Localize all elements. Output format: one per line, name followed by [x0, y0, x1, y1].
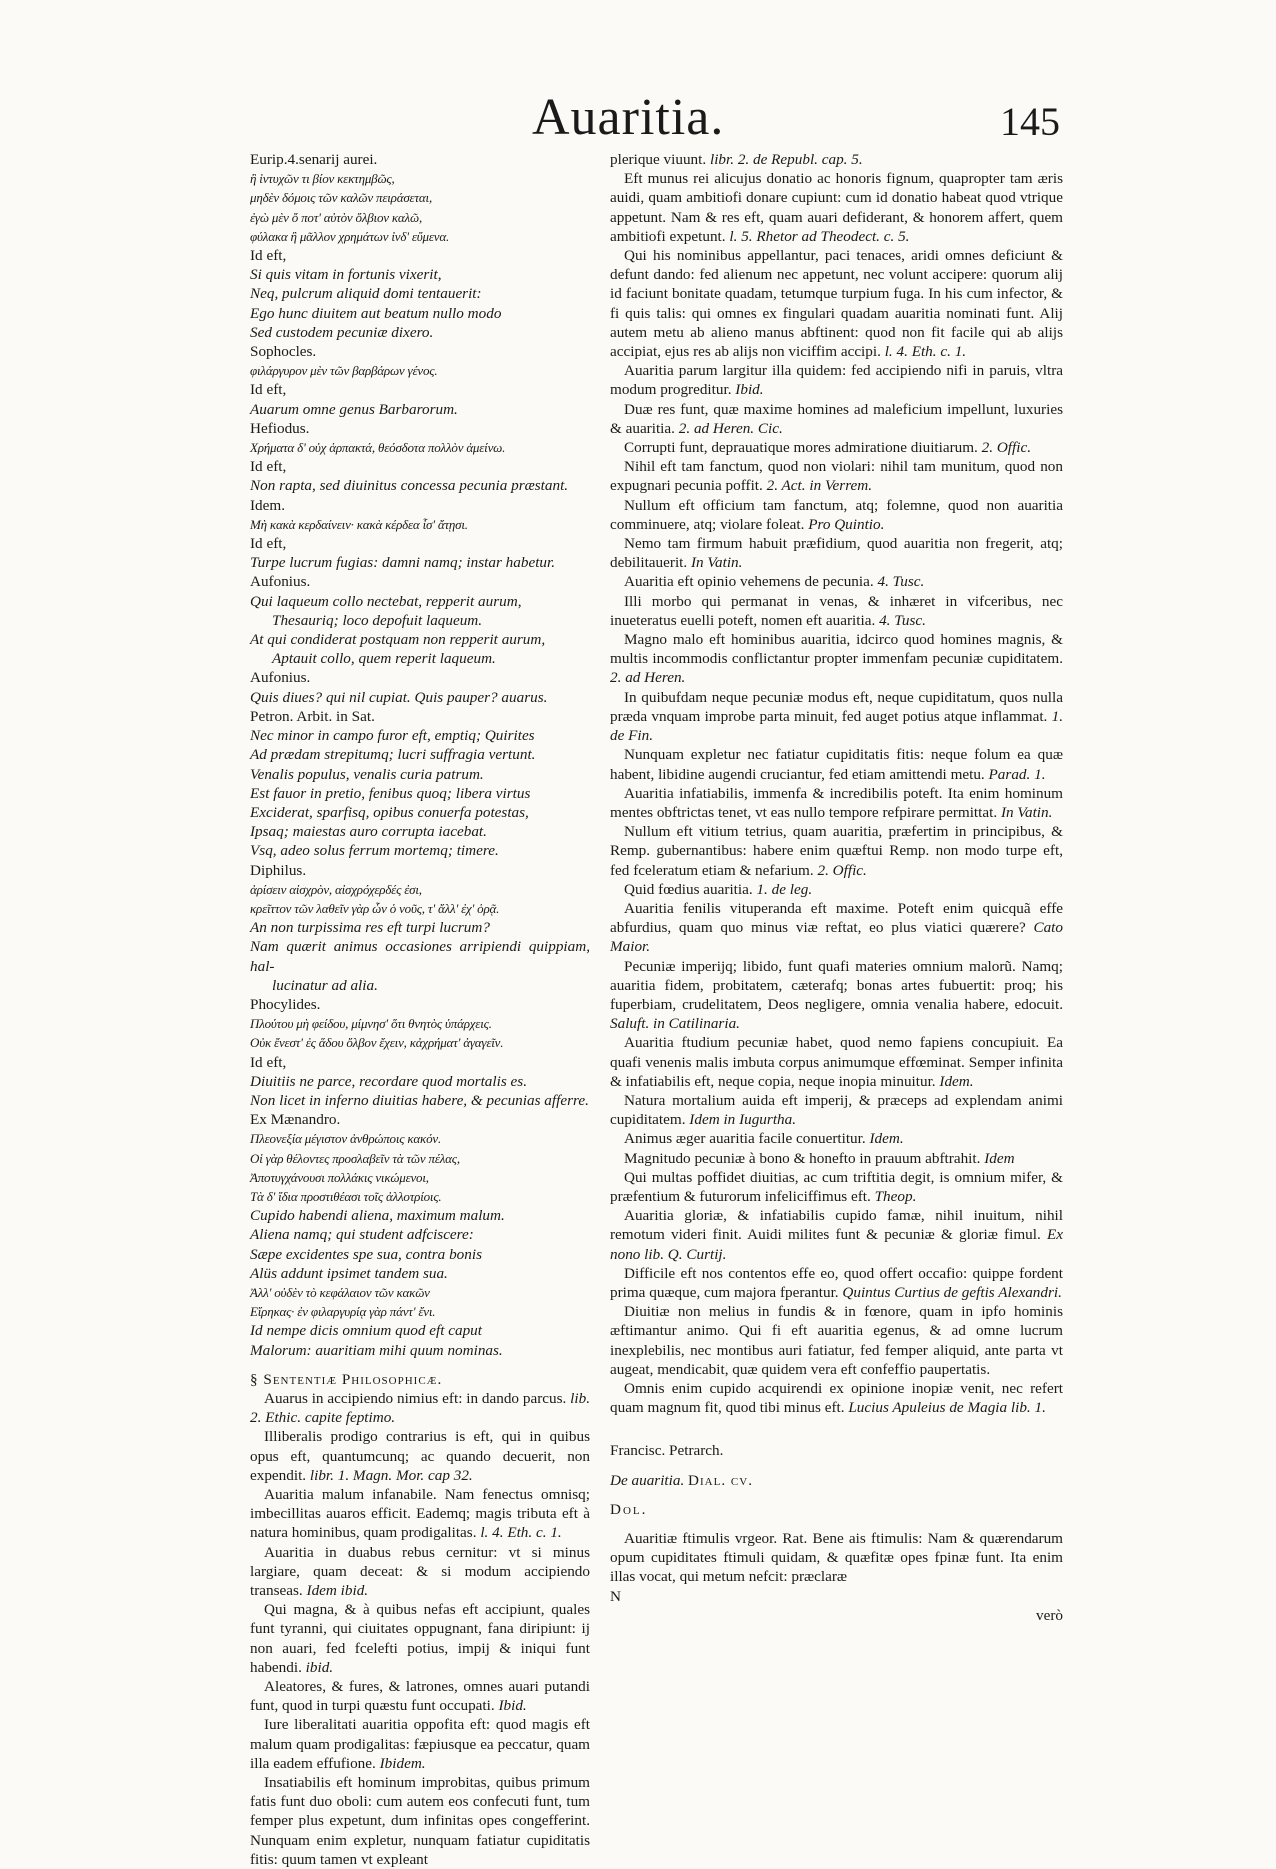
citation: Pro Quintio. — [808, 515, 885, 533]
paragraph: Omnis enim cupido acquirendi ex opinione inopiæ venit, nec refert quam magnum fit, quod tibi minus eft. Lucius Apuleius de Magia lib. 1. — [610, 1380, 1063, 1417]
id-est: Id eft, — [250, 247, 287, 265]
paragraph: Natura mortalium auida eft imperij, & præceps ad explendam animi cupiditatem. Idem in Iugurtha. — [610, 1091, 1063, 1129]
paragraph: Animus æger auaritia facile conuertitur. Idem. — [624, 1130, 904, 1148]
citation: Cato Maior. — [610, 919, 1063, 956]
paragraph: Quid fœdius auaritia. 1. de leg. — [624, 880, 813, 898]
citation: l. 4. Eth. c. 1. — [884, 343, 967, 361]
greek-verse: ἢ ἰντυχῶν τι βίον κεκτημβῶς, — [250, 171, 395, 187]
greek-verse: μηδὲν δόμοις τῶν καλῶν πειράσεται, — [250, 190, 432, 206]
latin-verse: An non turpissima res eft turpi lucrum? — [250, 919, 490, 937]
latin-verse: Malorum: auaritiam mihi quum nominas. — [250, 1341, 503, 1359]
source-heading: Idem. — [250, 496, 286, 514]
right-column — [610, 150, 1063, 1625]
catchword: verò — [1036, 1606, 1063, 1624]
running-title: Auaritia. — [532, 89, 725, 146]
citation: Idem in Iugurtha. — [689, 1111, 797, 1129]
greek-verse: ἀρίσειν αἰσχρὸν, αἰσχρόχερδές ἐσι, — [250, 881, 422, 897]
source-heading: Eurip.4.senarij aurei. — [250, 151, 378, 168]
paragraph: Nemo tam firmum habuit præfidium, quod auaritia non fregerit, atq; debilitauerit. In Vatin. — [610, 535, 1063, 572]
latin-verse: Exciderat, sparfisq, opibus conuerfa potestas, — [250, 803, 529, 821]
citation: 2. Offic. — [981, 439, 1032, 457]
paragraph: In quibufdam neque pecuniæ modus eft, neque cupiditatum, quos nulla præda vnquam improbe parta minuit, fed auget potius atque inflammat. 1. de Fin. — [610, 688, 1064, 745]
latin-verse: Nec minor in campo furor eft, emptiq; Quirites — [250, 727, 535, 745]
source-heading: Hefiodus. — [250, 419, 310, 437]
greek-verse: Πλεονεξία μέγιστον ἀνθρώποις κακόν. — [250, 1131, 442, 1147]
id-est: Id eft, — [250, 458, 287, 476]
latin-verse: Venalis populus, venalis curia patrum. — [250, 765, 484, 783]
paragraph: Illiberalis prodigo contrarius is eft, qui in quibus opus eft, quantumcunq; ac quando decuerit, non expendit. libr. 1. Magn. Mor. cap 32. — [250, 1428, 590, 1484]
latin-verse: Turpe lucrum fugias: damni namq; instar habetur. — [250, 554, 556, 572]
paragraph: Auaritia parum largitur illa quidem: fed accipiendo nifi in paruis, vltra modum progreditur. Ibid. — [610, 362, 1063, 399]
citation: 4. Tusc. — [879, 611, 926, 629]
source-heading: Phocylides. — [250, 995, 321, 1013]
paragraph: Diuitiæ non melius in fundis & in fœnore, quam in ipfo hominis æftimantur animo. Qui fi eft auaritia egenus, & ad omne lucrum inexplebilis, nec montibus auri fatiatur, fed femper aliquid, ante parta vt augeat, mendicabit, quæ quidem vera eft confeffio paupertatis. — [610, 1303, 1063, 1378]
source-heading: Diphilus. — [250, 861, 307, 879]
citation: Quintus Curtius de geftis Alexandri. — [842, 1283, 1062, 1301]
citation: 2. Act. in Verrem. — [766, 477, 873, 495]
citation: l. 4. Eth. c. 1. — [480, 1524, 562, 1542]
paragraph: Auaritiæ ftimulis vrgeor. Rat. Bene ais ftimulis: Nam & quærendarum opum cupiditates ftimuli quidam, & quæfitæ opes fpinæ funt. Ita enim illas vocat, qui metum nefcit: præclaræ — [610, 1530, 1063, 1586]
id-est: Id eft, — [250, 535, 287, 553]
paragraph: Auaritia fenilis vituperanda eft maxime. Poteft enim quicquã effe abfurdius, quam quo minus viæ reftat, eo plus viatici quærere? Cato Maior. — [610, 899, 1063, 956]
latin-verse: Auarum omne genus Barbarorum. — [250, 400, 458, 418]
paragraph: Difficile eft nos contentos effe eo, quod offert occafio: quippe fordent prima quæque, cum majora fperantur. Quintus Curtius de geftis Alexandri. — [610, 1264, 1063, 1301]
latin-verse: Thesauriq; loco depofuit laqueum. — [272, 611, 483, 629]
source-heading: Aufonius. — [250, 573, 311, 591]
citation: 4. Tusc. — [877, 573, 925, 591]
author-heading: Francisc. Petrarch. — [610, 1442, 724, 1460]
greek-verse: Εἴρηκας· ἐν φιλαργυρίᾳ γὰρ πάντ' ἔνι. — [250, 1304, 436, 1320]
citation: Ibidem. — [379, 1754, 426, 1772]
source-heading: Sophocles. — [250, 343, 317, 361]
latin-verse: Alüs addunt ipsimet tandem sua. — [250, 1264, 448, 1282]
latin-verse: Cupido habendi aliena, maximum malum. — [250, 1207, 505, 1225]
citation: In Vatin. — [1000, 803, 1053, 821]
paragraph: Nullum eft vitium tetrius, quam auaritia, præfertim in principibus, & Remp. gubernantibus: habere enim quæftui Remp. non modo turpe eft, fed fceleratum etiam & nefarium. 2. Offic. — [610, 823, 1063, 879]
paragraph: Qui multas poffidet diuitias, ac cum triftitia degit, is omnium mifer, & præfentium & futurorum infeliciffimus eft. Theop. — [610, 1168, 1063, 1205]
paragraph: Pecuniæ imperijq; libido, funt quafi materies omnium malorũ. Namq; auaritia fidem, probitatem, cæterafq; bonas artes fubuertit: proq; his fuperbiam, crudelitatem, Deos negligere, omnia venalia habere, edocuit. Saluft. in Catilinaria. — [610, 957, 1063, 1033]
page-number: 145 — [1000, 99, 1060, 144]
latin-verse: Ego hunc diuitem aut beatum nullo modo — [250, 304, 502, 322]
paragraph: Nihil eft tam fanctum, quod non violari: nihil tam munitum, quod non expugnari pecunia poffit. 2. Act. in Verrem. — [610, 458, 1063, 495]
paragraph: Iure liberalitati auaritia oppofita eft: quod magis eft malum quam prodigalitas: fæpiusque ea peccatur, quam illa eadem effufione. Ibidem. — [250, 1716, 590, 1772]
latin-verse: Diuitiis ne parce, recordare quod mortalis es. — [250, 1072, 527, 1090]
citation: l. 5. Rhetor ad Theodect. c. 5. — [729, 227, 910, 245]
greek-verse: Τὰ δ' ἴδια προστιθέασι τοῖς ἀλλοτρίοις. — [250, 1188, 442, 1204]
paragraph: Auaritia in duabus rebus cernitur: vt si minus largiare, quam deceat: & si modum accipiendo transeas. Idem ibid. — [250, 1543, 590, 1600]
paragraph: Qui magna, & à quibus nefas eft accipiunt, quales funt tyranni, qui ciuitates oppugnant, fana diripiunt: ij non auari, fed fcelefti potius, impij & iniqui funt habendi. ibid. — [250, 1601, 590, 1676]
greek-verse: Μὴ κακὰ κερδαίνειν· κακὰ κέρδεα ἶσ' ἄτῃσι. — [250, 516, 468, 532]
source-heading: Ex Mænandro. — [250, 1111, 341, 1129]
id-est: Id eft, — [250, 1053, 287, 1071]
paragraph: Auaritia ftudium pecuniæ habet, quod nemo fapiens concupiuit. Ea quafi venenis malis imbuta corpus animumque effœminat. Semper infinita & infatiabilis eft, neque copia, neque inopia minuitur. Idem. — [610, 1034, 1063, 1090]
paragraph: Auaritia infatiabilis, immenfa & incredibilis poteft. Ita enim hominum mentes obftrictas tenet, vt eas nullo tempore refpirare permittat. In Vatin. — [610, 784, 1063, 821]
greek-verse: φιλάργυρον μὲν τῶν βαρβάρων γένος. — [250, 363, 438, 379]
section-heading: § Sententiæ Philosophicæ. — [250, 1370, 443, 1388]
latin-verse: Nam quærit animus occasiones arripiendi quippiam, hal- — [250, 938, 590, 975]
citation: Idem ibid. — [306, 1582, 369, 1600]
citation: Idem — [984, 1149, 1015, 1167]
greek-verse: κρεῖττον τῶν λαθεῖν γὰρ ὧν ὁ νοῦς, τ' ἄλλ' ἐχ' ὁρᾷ. — [250, 900, 500, 916]
latin-verse: Id nempe dicis omnium quod eft caput — [250, 1322, 482, 1340]
citation: Theop. — [874, 1187, 917, 1205]
source-heading: Petron. Arbit. in Sat. — [250, 707, 375, 725]
latin-verse: Sed custodem pecuniæ dixero. — [250, 323, 434, 341]
latin-verse: Aliena namq; qui student adfciscere: — [250, 1226, 474, 1244]
greek-verse: Ἀλλ' οὐδὲν τὸ κεφάλαιον τῶν κακῶν — [250, 1284, 430, 1300]
citation: Saluft. in Catilinaria. — [610, 1015, 740, 1033]
latin-verse: At qui condiderat postquam non repperit aurum, — [250, 631, 546, 649]
paragraph: Insatiabilis eft hominum improbitas, quibus primum fatis funt duo oboli: cum autem eos confecuti funt, tum femper plus expetunt, dum infinitas opes congefferint. Nunquam enim expletur, nunquam fatiatur cupiditatis fitis: quum tamen vt expleant — [250, 1774, 590, 1868]
greek-verse: Οἱ γὰρ θέλοντες προσλαβεῖν τὰ τῶν πέλας, — [250, 1150, 460, 1166]
paragraph: Auaritia gloriæ, & infatiabilis cupido famæ, nihil inuitum, nihil remotum videri finit. Auidi milites funt & pecuniæ & gloriæ fimul. Ex nono lib. Q. Curtij. — [610, 1207, 1064, 1263]
citation: 2. ad Heren. Cic. — [678, 419, 783, 437]
citation: ibid. — [305, 1658, 334, 1676]
paragraph: Nullum eft officium tam fanctum, atq; folemne, quod non auaritia comminuere, atq; violare foleat. Pro Quintio. — [610, 496, 1063, 533]
id-est: Id eft, — [250, 381, 287, 399]
left-column — [250, 150, 590, 1869]
latin-verse: Vsq, adeo solus ferrum mortemq; timere. — [250, 842, 499, 860]
paragraph: Magnitudo pecuniæ à bono & honefto in prauum abftrahit. Idem — [624, 1149, 1015, 1167]
citation: Idem. — [869, 1130, 904, 1148]
paragraph: Eft munus rei alicujus donatio ac honoris fignum, quapropter tam æris auidi, quam ambitiofi donare cupiunt: cum id donatio habeat quod vtrique appetunt. Nam & res eft, quam auari defiderant, & honorem affert, quem ambitiofi expetunt. l. 5. Rhetor ad Theodect. c. 5. — [610, 170, 1063, 245]
latin-verse: Est fauor in pretio, fenibus quoq; libera virtus — [250, 784, 531, 802]
latin-verse: Non rapta, sed diuinitus concessa pecunia præstant. — [250, 477, 569, 495]
greek-verse: Οὐκ ἔνεστ' ἐς ἅδου ὄλβον ἔχειν, κἀχρήματ' ἀγαγεῖν. — [250, 1035, 504, 1051]
paragraph: Duæ res funt, quæ maxime homines ad maleficium impellunt, luxuries & auaritia. 2. ad Heren. Cic. — [610, 400, 1063, 437]
paragraph: Illi morbo qui permanat in venas, & inhæret in vifceribus, nec inueteratus euelli poteft, nomen eft auaritia. 4. Tusc. — [610, 592, 1063, 629]
latin-verse: Ipsaq; maiestas auro corrupta iacebat. — [250, 823, 487, 841]
speaker-heading: Dol. — [610, 1500, 648, 1518]
latin-verse: Qui laqueum collo nectebat, repperit aurum, — [250, 592, 522, 610]
citation: 2. ad Heren. — [610, 669, 686, 687]
paragraph: Magno malo eft hominibus auaritia, idcirco quod homines magnis, & multis incommodis conflictantur propter immenfam pecuniæ cupiditatem. 2. ad Heren. — [610, 631, 1063, 687]
latin-verse: Si quis vitam in fortunis vixerit, — [250, 266, 442, 284]
citation: Ex nono lib. Q. Curtij. — [610, 1226, 1064, 1263]
signature-mark: N — [610, 1587, 621, 1605]
latin-verse: Ad prædam strepitumq; lucri suffragia vertunt. — [250, 746, 536, 764]
source-heading: Aufonius. — [250, 669, 311, 687]
citation: Ibid. — [498, 1697, 527, 1715]
latin-verse: Non licet in inferno diuitias habere, & pecunias afferre. — [250, 1091, 589, 1109]
citation: libr. 1. Magn. Mor. cap 32. — [309, 1466, 473, 1484]
latin-verse: Neq, pulcrum aliquid domi tentauerit: — [250, 285, 482, 303]
paragraph: Qui his nominibus appellantur, paci tenaces, aridi omnes deficiunt & defunt dando: fed alienum nec appetunt, nec volunt accipere: quorum alij id faciunt bonitate quadam, tetumque turpium fuga. In his cum infector, & fi quis talis: qui omnes ex fingulari quadam auaritia nominati funt. Alij autem metu ab alieno manus abftinent: quod non fit facile qui ab alijs accipiat, ejus res ab alijs non viciffim accipi. l. 4. Eth. c. 1. — [610, 247, 1063, 361]
dialogue-heading: De auaritia. Dial. cv. — [610, 1471, 754, 1489]
greek-verse: Χρήματα δ' οὐχ ἁρπακτά, θεόσδοτα πολλὸν ἀμείνω. — [250, 440, 506, 456]
paragraph: Auaritia eft opinio vehemens de pecunia. 4. Tusc. — [624, 573, 925, 591]
citation: Lucius Apuleius de Magia lib. 1. — [848, 1399, 1046, 1417]
citation: libr. 2. de Republ. cap. 5. — [709, 151, 863, 168]
citation: 2. Offic. — [817, 861, 867, 879]
latin-verse: Sæpe excidentes spe sua, contra bonis — [250, 1245, 482, 1263]
paragraph: Auaritia malum infanabile. Nam fenectus omnisq; imbecillitas auaros efficit. Eademq; magis tributa eft à natura hominibus, quam prodigalitas. l. 4. Eth. c. 1. — [250, 1486, 590, 1542]
citation: Parad. 1. — [988, 765, 1046, 783]
citation: Idem. — [939, 1072, 974, 1090]
latin-verse: Quis diues? qui nil cupiat. Quis pauper? auarus. — [250, 688, 548, 706]
paragraph: Aleatores, & fures, & latrones, omnes auari putandi funt, quod in turpi quæstu funt occupati. Ibid. — [250, 1678, 590, 1715]
citation: 1. de Fin. — [610, 707, 1064, 745]
greek-verse: φύλακα ἢ μᾶλλον χρημάτων ἰνδ' εὔμενα. — [250, 228, 450, 244]
paragraph: Auarus in accipiendo nimius eft: in dando parcus. lib. 2. Ethic. capite feptimo. — [250, 1390, 590, 1427]
latin-verse: Aptauit collo, quem reperit laqueum. — [272, 650, 496, 668]
paragraph: Nunquam expletur nec fatiatur cupiditatis fitis: neque folum ea quæ habent, libidine augendi cruciantur, fed etiam amittendi metu. Parad. 1. — [610, 746, 1063, 783]
citation: In Vatin. — [690, 554, 743, 572]
greek-verse: ἐγὼ μὲν ὄ ποτ' αὐτὸν ὄλβιον καλῶ, — [250, 209, 423, 225]
greek-verse: Πλούτου μὴ φείδου, μίμνησ' ὅτι θνητὸς ὑπάρχεις. — [250, 1016, 492, 1032]
citation: lib. 2. Ethic. capite feptimo. — [250, 1390, 590, 1427]
greek-verse: Ἀποτυγχάνουσι πολλάκις νικώμενοι, — [250, 1169, 429, 1185]
citation: Ibid. — [735, 381, 764, 399]
paragraph: plerique viuunt. libr. 2. de Republ. cap. 5. — [610, 151, 863, 168]
latin-verse: lucinatur ad alia. — [272, 976, 378, 994]
paragraph: Corrupti funt, deprauatique mores admiratione diuitiarum. 2. Offic. — [624, 439, 1032, 457]
citation: 1. de leg. — [756, 880, 813, 898]
